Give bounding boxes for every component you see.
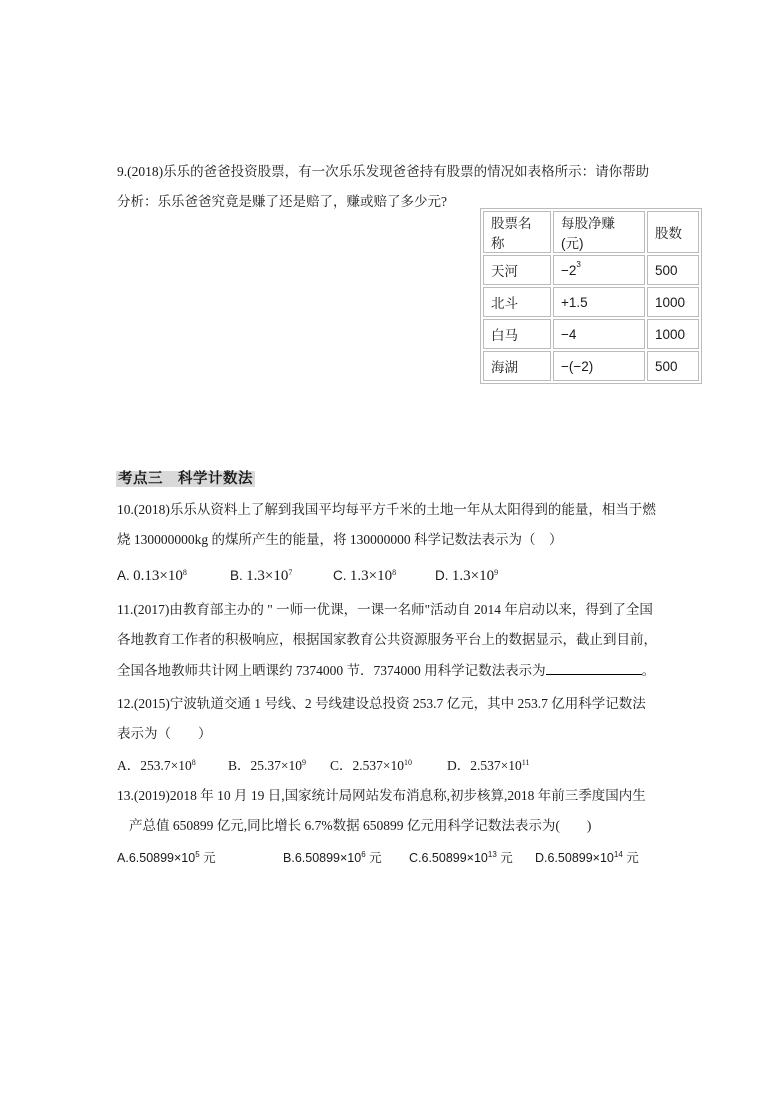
table-header-cell: 每股净赚(元)	[553, 211, 645, 253]
option-value: 6.50899×10	[421, 851, 488, 865]
option-value: 6.50899×10	[547, 851, 614, 865]
option-label: C．	[330, 758, 353, 773]
stock-name: 北斗	[483, 287, 551, 317]
q13-option-b[interactable]	[283, 848, 382, 868]
stock-name: 白马	[483, 319, 551, 349]
profit-base: −2	[561, 262, 577, 278]
option-exponent: 13	[487, 850, 497, 859]
option-exponent: 11	[521, 758, 530, 767]
table-row	[483, 255, 699, 285]
option-label: D．	[447, 758, 471, 773]
option-exponent: 5	[195, 850, 200, 859]
option-exponent: 7	[288, 568, 293, 577]
option-label: A.	[117, 568, 130, 583]
q12-line2: 表示为（ ）	[117, 726, 212, 741]
option-value: 2.537×10	[352, 758, 405, 773]
q13-option-c[interactable]	[409, 848, 513, 868]
option-label: B.	[283, 851, 295, 865]
q11-line1: 11.(2017)由教育部主办的 " 一师一优课，一课一名师"活动自 2014 年启动以来，得到了全国	[117, 602, 653, 617]
option-exponent: 9	[302, 758, 307, 767]
option-exponent: 10	[404, 758, 413, 767]
q11-line2: 各地教育工作者的积极响应，根据国家教育公共资源服务平台上的数据显示，截止到目前，	[117, 632, 657, 647]
q10-option-a[interactable]	[117, 566, 187, 586]
q13-line2: 产总值 650899 亿元,同比增长 6.7%数据 650899 亿元用科学记数法表示为( )	[129, 818, 592, 833]
q10-option-d[interactable]	[435, 566, 498, 586]
option-exponent: 8	[182, 568, 187, 577]
option-exponent: 6	[361, 850, 366, 859]
option-unit: 元	[622, 851, 639, 865]
q12-option-d[interactable]	[447, 756, 529, 776]
q9-line1: 9.(2018)乐乐的爸爸投资股票，有一次乐乐发现爸爸持有股票的情况如表格所示：请你帮助	[117, 164, 650, 179]
stock-profit: −(−2)	[553, 351, 645, 381]
q11-line3	[117, 660, 655, 681]
option-unit: 元	[496, 851, 513, 865]
q9-line2: 分析：乐乐爸爸究竟是赚了还是赔了，赚或赔了多少元?	[117, 194, 447, 209]
q11-line3-text: 全国各地教师共计网上晒课约 7374000 节．7374000 用科学记数法表示为	[117, 663, 546, 678]
stock-shares: 500	[647, 255, 699, 285]
option-unit: 元	[199, 851, 216, 865]
q12-option-c[interactable]	[330, 756, 412, 776]
q13-line1: 13.(2019)2018 年 10 月 19 日,国家统计局网站发布消息称,初步核算,2018 年前三季度国内生	[117, 788, 646, 803]
option-exponent: 14	[613, 850, 623, 859]
table-row	[483, 287, 699, 317]
option-label: B．	[228, 758, 251, 773]
option-value: 1.3×10	[246, 568, 289, 584]
answer-blank[interactable]	[546, 660, 642, 675]
option-label: A．	[117, 758, 141, 773]
q10-option-b[interactable]	[230, 566, 292, 586]
option-label: D.	[435, 568, 449, 583]
stock-shares: 500	[647, 351, 699, 381]
option-value: 6.50899×10	[294, 851, 362, 865]
section-heading	[116, 467, 255, 488]
stock-name: 海湖	[483, 351, 551, 381]
q12-option-a[interactable]	[117, 756, 196, 776]
option-label: C.	[409, 851, 422, 865]
option-exponent: 8	[392, 568, 397, 577]
option-label: B.	[230, 568, 243, 583]
option-label: C.	[333, 568, 347, 583]
option-label: A.	[117, 851, 129, 865]
option-value: 6.50899×10	[128, 851, 196, 865]
q10-line2: 烧 130000000kg 的煤所产生的能量，将 130000000 科学记数法表示为（ ）	[117, 532, 563, 547]
table-row	[483, 351, 699, 381]
q12-option-b[interactable]	[228, 756, 306, 776]
stock-table	[480, 208, 702, 384]
profit-exponent: 3	[576, 259, 581, 269]
option-value: 1.3×10	[349, 568, 393, 584]
q11-line3-end: 。	[641, 663, 656, 678]
stock-shares: 1000	[647, 287, 699, 317]
stock-name: 天河	[483, 255, 551, 285]
table-header-row	[483, 211, 699, 253]
option-value: 25.37×10	[250, 758, 303, 773]
option-value: 0.13×10	[133, 568, 183, 584]
table-header-cell: 股数	[647, 211, 699, 253]
option-label: D.	[535, 851, 548, 865]
q10-line1: 10.(2018)乐乐从资料上了解到我国平均每平方千米的土地一年从太阳得到的能量，相当于燃	[117, 502, 656, 517]
table-header-cell: 股票名称	[483, 211, 551, 253]
q13-option-d[interactable]	[535, 848, 639, 868]
stock-profit: −4	[553, 319, 645, 349]
stock-profit: +1.5	[553, 287, 645, 317]
option-exponent: 9	[494, 568, 499, 577]
q13-option-a[interactable]	[117, 848, 216, 868]
q10-option-c[interactable]	[333, 566, 396, 586]
stock-profit	[553, 255, 645, 285]
option-value: 1.3×10	[451, 568, 495, 584]
option-value: 2.537×10	[470, 758, 522, 773]
table-row	[483, 319, 699, 349]
option-unit: 元	[365, 851, 382, 865]
option-value: 253.7×10	[140, 758, 192, 773]
q12-line1: 12.(2015)宁波轨道交通 1 号线、2 号线建设总投资 253.7 亿元，其中 253.7 亿用科学记数法	[117, 696, 646, 711]
section-title: 考点三 科学计数法	[118, 471, 253, 487]
stock-shares: 1000	[647, 319, 699, 349]
option-exponent: 8	[191, 758, 196, 767]
